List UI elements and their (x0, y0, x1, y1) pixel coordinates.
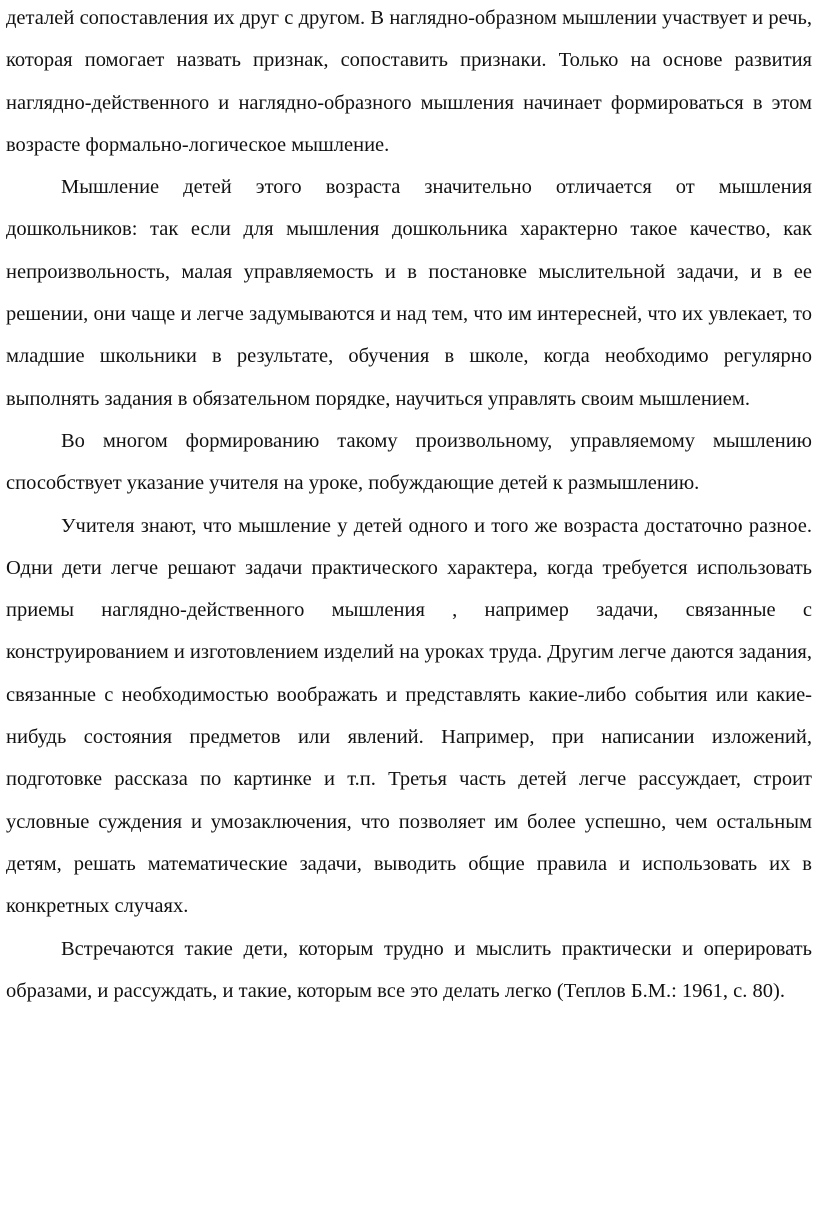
paragraph: Во многом формированию такому произвольному, управляемому мышлению способствует указание учителя на уроке, побуждающие детей к размышлению. (6, 429, 812, 495)
paragraph: Встречаются такие дети, которым трудно и мыслить практически и оперировать образами, и рассуждать, и такие, которым все это делать легко (Теплов Б.М.: 1961, с. 80). (6, 937, 812, 1002)
paragraph: Мышление детей этого возраста значительно отличается от мышления дошкольников: так если для мышления дошкольника характерно такое качество, как непроизвольность, малая управляемость и в постановке мыслительной задачи, и в ее решении, они чаще и легче задумываются и над тем, что им интересней, что их увлекает, то младшие школьники в результате, обучения в школе, когда необходимо регулярно выполнять задания в обязательном порядке, научиться управлять своим мышлением. (6, 176, 812, 410)
document-body (6, 0, 812, 1012)
paragraph-continuation: деталей сопоставления их друг с другом. В наглядно-образном мышлении участвует и речь, которая помогает назвать признак, сопоставить признаки. Только на основе развития наглядно-действенного и наглядно-образного мышления начинает формироваться в этом возрасте формально-логическое мышление. (6, 7, 812, 156)
paragraph: Учителя знают, что мышление у детей одного и того же возраста достаточно разное. Одни дети легче решают задачи практического характера, когда требуется использовать приемы наглядно-действенного мышления , например задачи, связанные с конструированием и изготовлением изделий на уроках труда. Другим легче даются задания, связанные с необходимостью воображать и представлять какие-либо события или какие-нибудь состояния предметов или явлений. Например, при написании изложений, подготовке рассказа по картинке и т.п. Третья часть детей легче рассуждает, строит условные суждения и умозаключения, что позволяет им более успешно, чем остальным детям, решать математические задачи, выводить общие правила и использовать их в конкретных случаях. (6, 514, 812, 918)
